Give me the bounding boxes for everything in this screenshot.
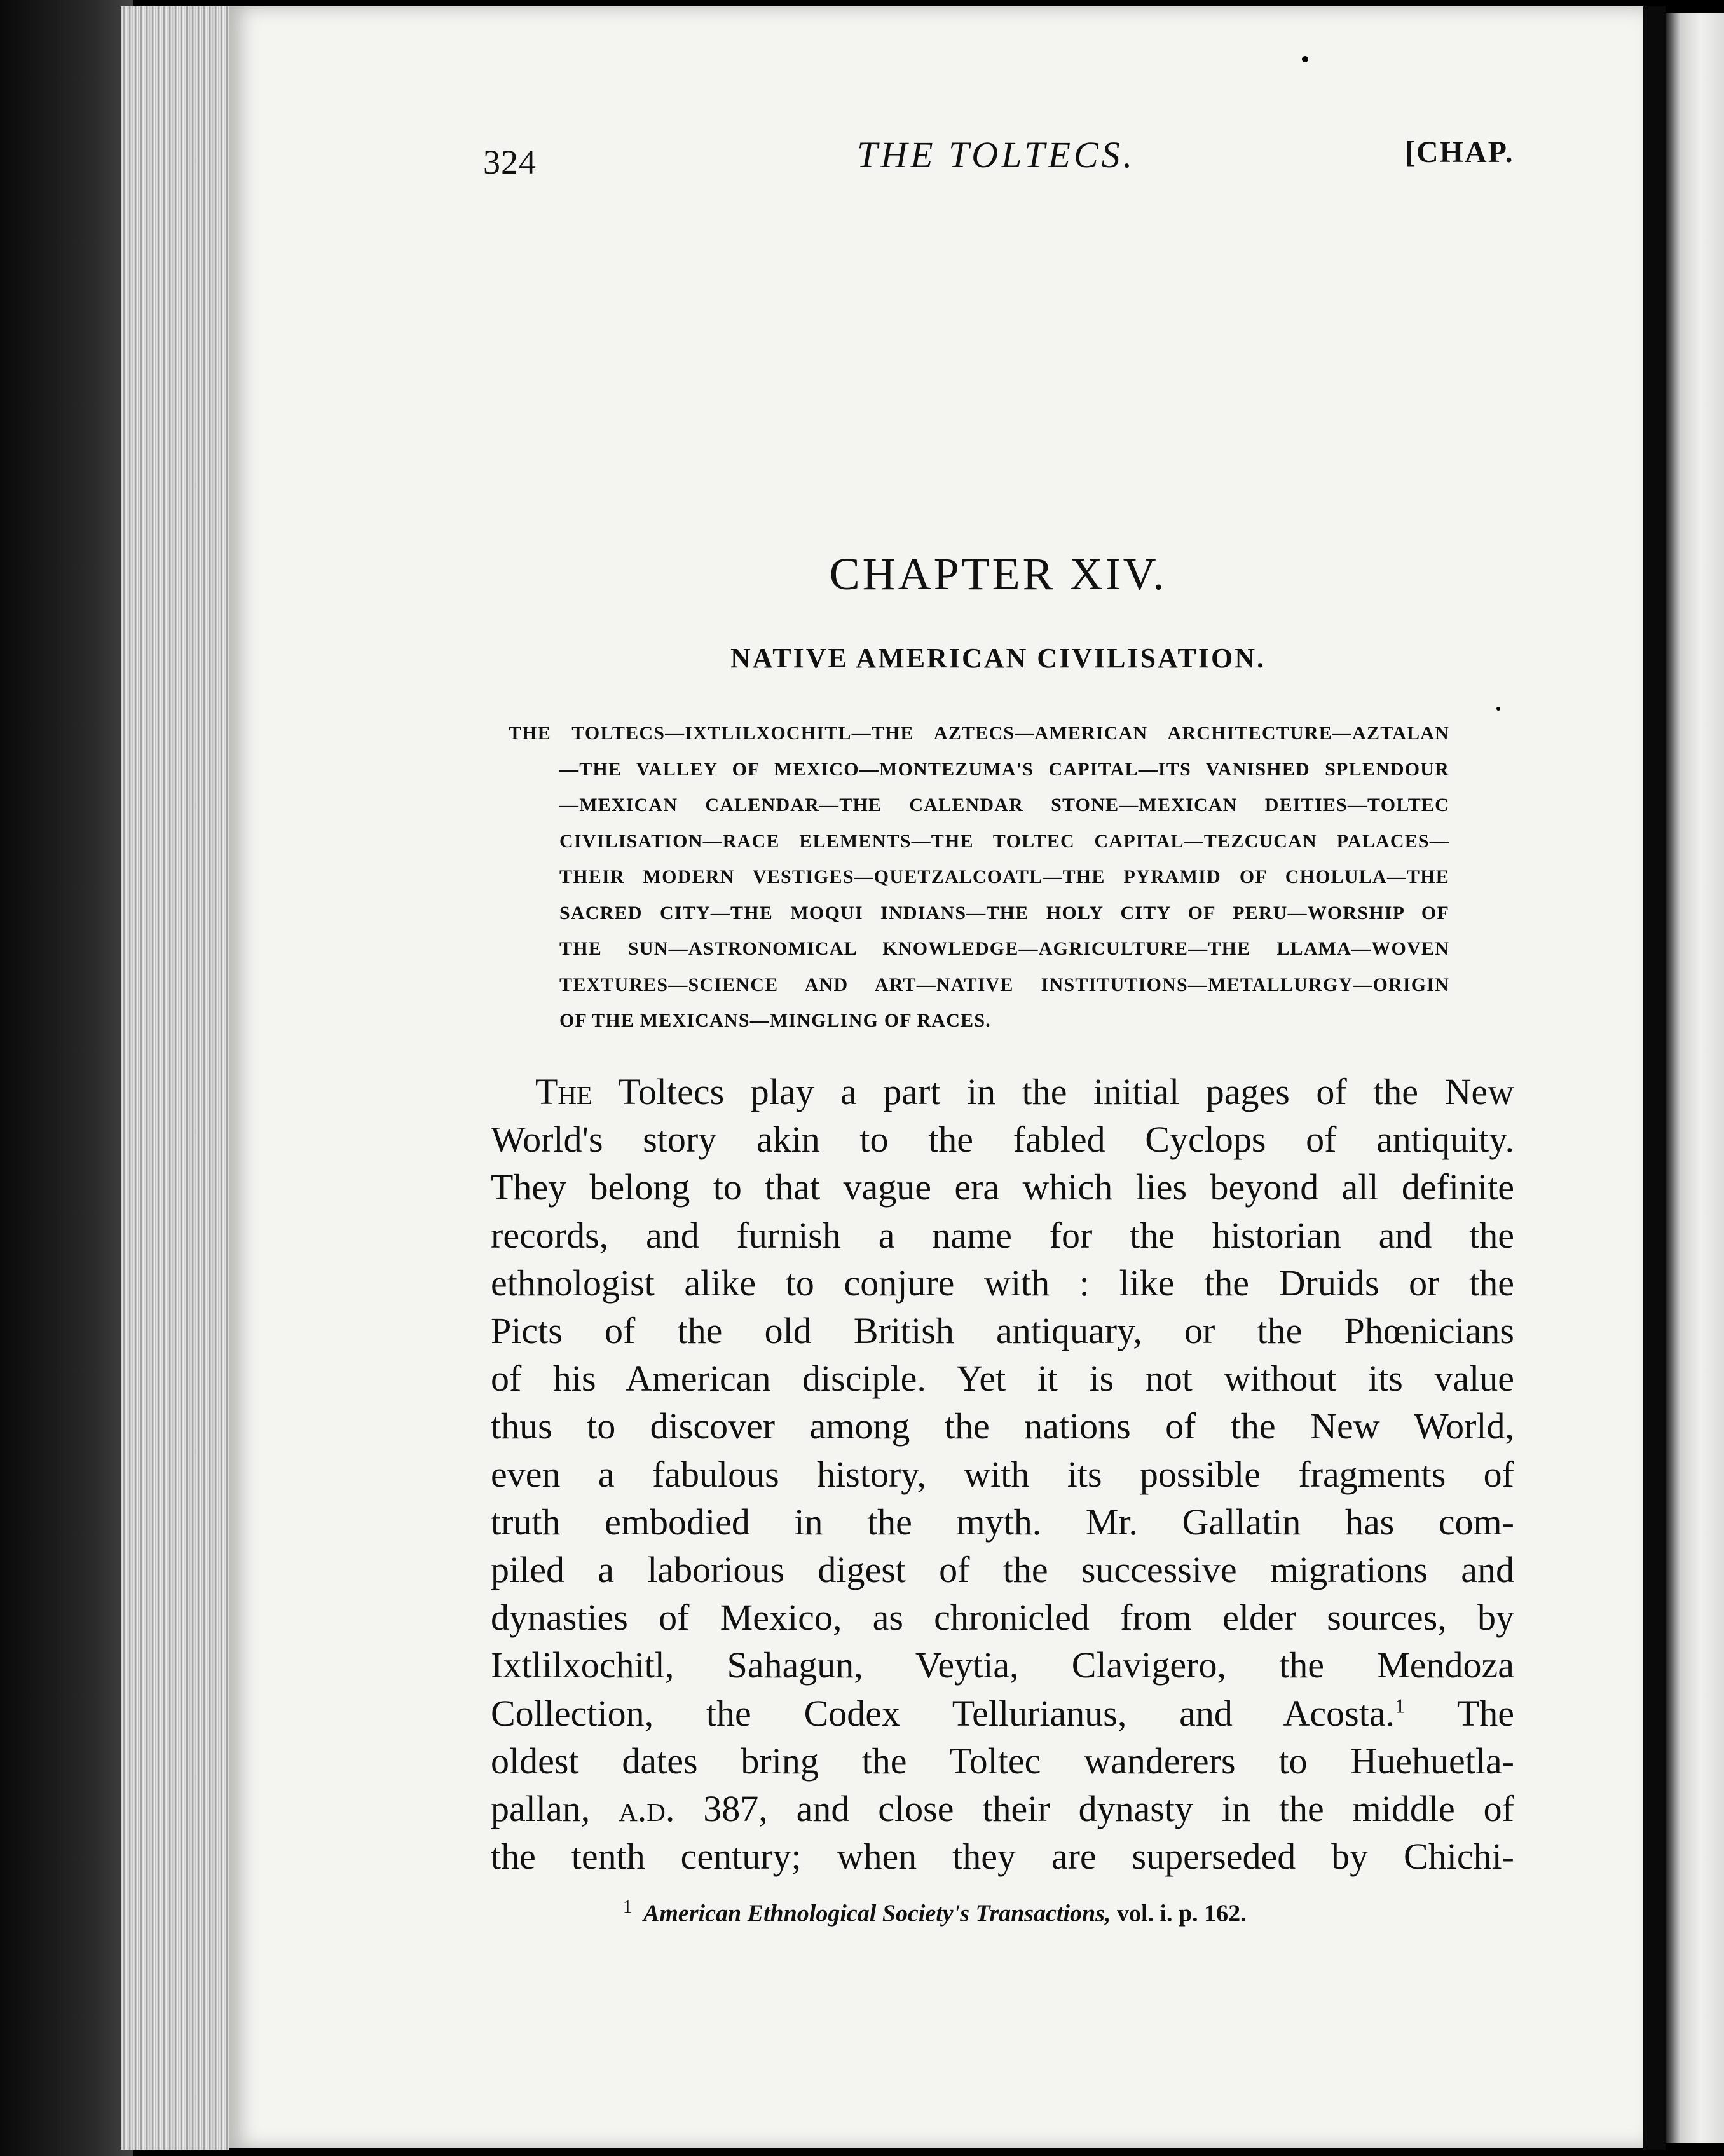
body-line: oldest dates bring the Toltec wanderers to Huehuetla- <box>491 1740 1514 1782</box>
body-line-text: The <box>1405 1692 1515 1734</box>
body-line <box>491 1068 1514 1116</box>
body-line: thus to discover among the nations of the New World, <box>491 1405 1514 1447</box>
body-line: dynasties of Mexico, as chronicled from elder sources, by <box>491 1597 1514 1639</box>
opening-word: The <box>535 1071 593 1112</box>
synopsis-line: CIVILISATION—RACE ELEMENTS—THE TOLTEC CAPITAL—TEZCUCAN PALACES— <box>559 830 1449 852</box>
next-page-edge <box>1666 13 1724 2143</box>
synopsis-line: THE SUN—ASTRONOMICAL KNOWLEDGE—AGRICULTURE—THE LLAMA—WOVEN <box>559 938 1449 959</box>
page-edges <box>121 6 229 2150</box>
body-line-text: Collection, the Codex Tellurianus, and Acosta. <box>491 1692 1395 1734</box>
dust-speck <box>1302 56 1308 62</box>
running-chapter-marker: [CHAP. <box>1405 135 1514 169</box>
body-line: World's story akin to the fabled Cyclops of antiquity. <box>491 1119 1514 1161</box>
synopsis-line: —MEXICAN CALENDAR—THE CALENDAR STONE—MEXICAN DEITIES—TOLTEC <box>559 795 1449 815</box>
body-line: Ixtlilxochitl, Sahagun, Veytia, Clavigero, the Mendoza <box>491 1644 1514 1686</box>
footnote-mark: 1 <box>623 1897 632 1917</box>
page-shadow <box>1643 6 1666 2150</box>
body-line-text: Toltecs play a part in the initial pages of the New <box>592 1071 1514 1112</box>
body-line: truth embodied in the myth. Mr. Gallatin has com- <box>491 1501 1514 1543</box>
body-line: the tenth century; when they are superseded by Chichi- <box>491 1836 1514 1878</box>
synopsis-line: SACRED CITY—THE MOQUI INDIANS—THE HOLY CITY OF PERU—WORSHIP OF <box>559 902 1449 924</box>
footnote-citation: vol. i. p. 162. <box>1111 1900 1247 1927</box>
body-line: even a fabulous history, with its possible fragments of <box>491 1453 1514 1495</box>
page-number: 324 <box>483 143 537 181</box>
synopsis-line: THE TOLTECS—IXTLILXOCHITL—THE AZTECS—AMERICAN ARCHITECTURE—AZTALAN <box>509 723 1449 744</box>
footnote-source: American Ethnological Society's Transactions, <box>643 1900 1111 1927</box>
body-line: They belong to that vague era which lies beyond all definite <box>491 1166 1514 1208</box>
body-line <box>491 1785 1514 1832</box>
footnote-reference[interactable]: 1 <box>1395 1694 1406 1717</box>
synopsis-line: OF THE MEXICANS—MINGLING OF RACES. <box>559 1010 991 1031</box>
dust-speck <box>1496 707 1500 711</box>
body-line-text: 387, and close their dynasty in the middle of <box>674 1788 1514 1830</box>
chapter-subtitle: NATIVE AMERICAN CIVILISATION. <box>730 643 1266 674</box>
era-abbreviation: a.d. <box>619 1788 675 1830</box>
footnote <box>623 1897 1449 1928</box>
running-head <box>483 133 1514 184</box>
body-line: records, and furnish a name for the historian and the <box>491 1214 1514 1256</box>
chapter-heading: CHAPTER XIV. <box>829 549 1167 599</box>
body-line-text: pallan, <box>491 1788 619 1830</box>
body-line: ethnologist alike to conjure with : like the Druids or the <box>491 1262 1514 1304</box>
synopsis-line: THEIR MODERN VESTIGES—QUETZALCOATL—THE PYRAMID OF CHOLULA—THE <box>559 866 1449 887</box>
body-line: Picts of the old British antiquary, or the Phœnicians <box>491 1310 1514 1352</box>
chapter-synopsis <box>509 716 1449 1039</box>
running-title: THE TOLTECS. <box>857 134 1136 175</box>
body-line: of his American disciple. Yet it is not without its value <box>491 1358 1514 1400</box>
body-paragraph <box>491 1068 1514 1880</box>
book-gutter <box>0 0 133 2156</box>
synopsis-line: —THE VALLEY OF MEXICO—MONTEZUMA'S CAPITAL—ITS VANISHED SPLENDOUR <box>559 758 1449 780</box>
body-line: piled a laborious digest of the successive migrations and <box>491 1549 1514 1591</box>
body-line <box>491 1689 1514 1737</box>
synopsis-line: TEXTURES—SCIENCE AND ART—NATIVE INSTITUTIONS—METALLURGY—ORIGIN <box>559 974 1449 995</box>
